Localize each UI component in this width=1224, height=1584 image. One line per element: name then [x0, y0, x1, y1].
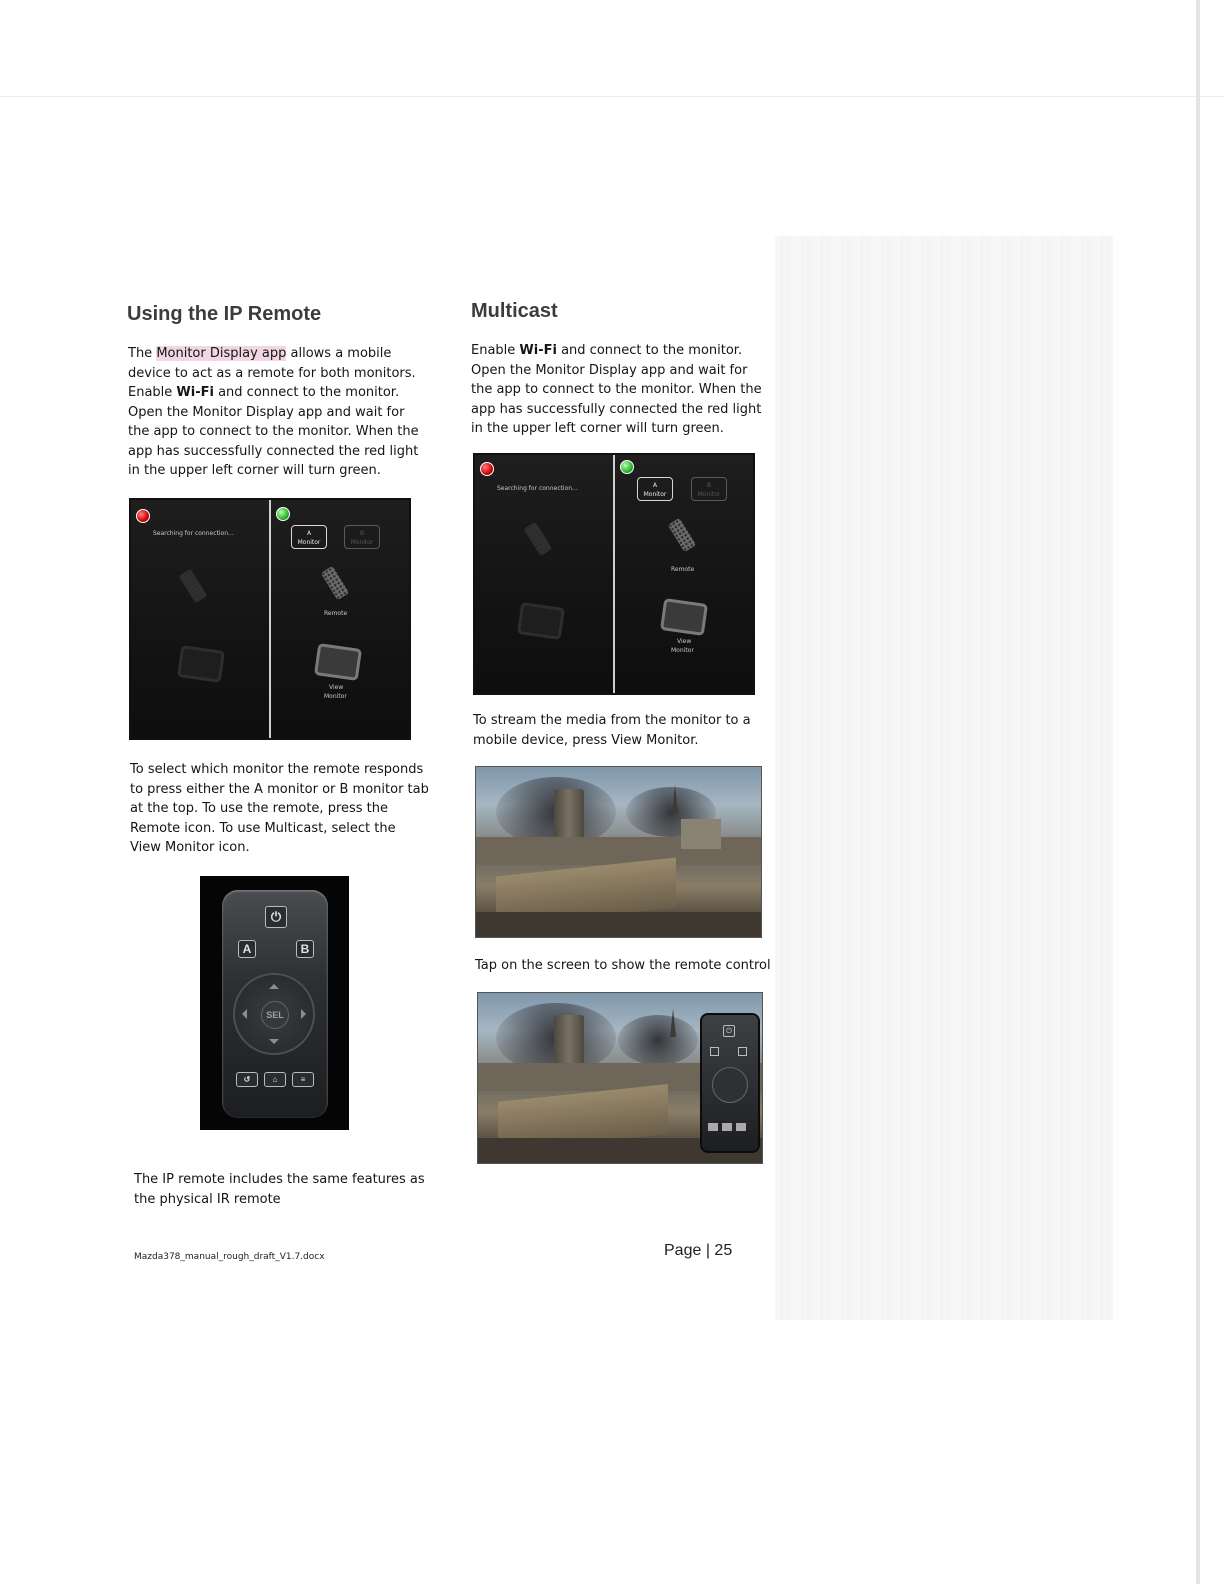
- sel-button: SEL: [261, 1001, 289, 1029]
- mini-function-buttons[interactable]: [708, 1123, 748, 1131]
- searching-text: Searching for connection...: [497, 485, 578, 492]
- tab-b-monitor[interactable]: B Monitor: [344, 525, 380, 549]
- streamed-video-screenshot: [475, 766, 762, 938]
- page-number: Page | 25: [664, 1242, 733, 1259]
- red-status-light-icon: [136, 509, 150, 523]
- menu-icon: ≡: [292, 1072, 314, 1087]
- searching-text: Searching for connection...: [153, 530, 234, 537]
- power-icon: ⏻: [265, 906, 287, 928]
- select-monitor-instructions: To select which monitor the remote responds to press either the A monitor or B monitor tab at the top. To use the remote, press the Remote icon. To use Multicast, select the View Monitor icon.: [130, 762, 429, 855]
- power-icon[interactable]: ⏻: [723, 1025, 735, 1037]
- monitor-label: Monitor: [671, 647, 694, 654]
- button-a: A: [238, 940, 256, 958]
- red-status-light-icon: [480, 462, 494, 476]
- streamed-video-with-remote-screenshot: [477, 992, 763, 1164]
- green-status-light-icon: [276, 507, 290, 521]
- remote-body: [222, 890, 328, 1118]
- stream-instructions: To stream the media from the monitor to a mobile device, press View Monitor.: [473, 713, 751, 748]
- arrow-right-icon: [301, 1009, 311, 1019]
- remote-icon-dim: [524, 522, 553, 557]
- arrow-down-icon: [269, 1039, 279, 1049]
- app-disconnected-state: [475, 455, 613, 693]
- back-icon: ↺: [236, 1072, 258, 1087]
- app-connected-state: [615, 455, 753, 693]
- scan-edge-line: [0, 96, 1224, 97]
- remote-overlay[interactable]: [700, 1013, 760, 1153]
- ip-remote-intro: The Monitor Display app allows a mobile device to act as a remote for both monitors. Enable Wi-Fi and connect to the monitor. Open the Monitor Display app and wait for the app to connect to the monitor. When the app has successfully connected the red light in the upper left corner will turn green.: [128, 346, 419, 478]
- view-monitor-icon[interactable]: [314, 643, 362, 681]
- footer-filename: Mazda378_manual_rough_draft_V1.7.docx: [134, 1252, 325, 1262]
- tab-a-monitor[interactable]: A Monitor: [637, 477, 673, 501]
- tab-a-monitor[interactable]: A Monitor: [291, 525, 327, 549]
- mini-button-a[interactable]: [710, 1047, 719, 1056]
- multicast-intro: Enable Wi-Fi and connect to the monitor. Open the Monitor Display app and wait for the app to connect to the monitor. When the app has successfully connected the red light in the upper left corner will turn green.: [471, 343, 762, 436]
- mini-button-b[interactable]: [738, 1047, 747, 1056]
- view-monitor-icon-dim: [177, 645, 225, 683]
- app-screenshot-left: [129, 498, 411, 740]
- scan-artifact-panel: [775, 236, 1113, 1320]
- section-heading-ip-remote: Using the IP Remote: [127, 303, 322, 325]
- app-screenshot-right: [473, 453, 755, 695]
- remote-label: Remote: [324, 610, 348, 617]
- home-icon: ⌂: [264, 1072, 286, 1087]
- page-right-edge: [1196, 0, 1200, 1584]
- monitor-label: Monitor: [324, 693, 347, 700]
- dpad: [233, 973, 315, 1055]
- tap-caption: Tap on the screen to show the remote control: [475, 958, 771, 973]
- tab-b-monitor[interactable]: B Monitor: [691, 477, 727, 501]
- ip-remote-caption: The IP remote includes the same features as the physical IR remote: [134, 1172, 425, 1207]
- arrow-left-icon: [237, 1009, 247, 1019]
- green-status-light-icon: [620, 460, 634, 474]
- button-b: B: [296, 940, 314, 958]
- view-label: View: [329, 684, 344, 691]
- remote-icon-dim: [179, 569, 208, 604]
- arrow-up-icon: [269, 979, 279, 989]
- mini-dpad[interactable]: [712, 1067, 748, 1103]
- view-monitor-icon[interactable]: [660, 598, 708, 636]
- view-label: View: [677, 638, 692, 645]
- view-monitor-icon-dim: [517, 602, 565, 640]
- highlighted-app-name: Monitor Display app: [156, 346, 287, 361]
- remote-icon[interactable]: [321, 566, 350, 601]
- app-connected-state: [271, 500, 409, 738]
- remote-label: Remote: [671, 566, 695, 573]
- section-heading-multicast: Multicast: [471, 300, 558, 322]
- ip-remote-image: [200, 876, 349, 1130]
- remote-icon[interactable]: [668, 518, 697, 553]
- app-disconnected-state: [131, 500, 269, 738]
